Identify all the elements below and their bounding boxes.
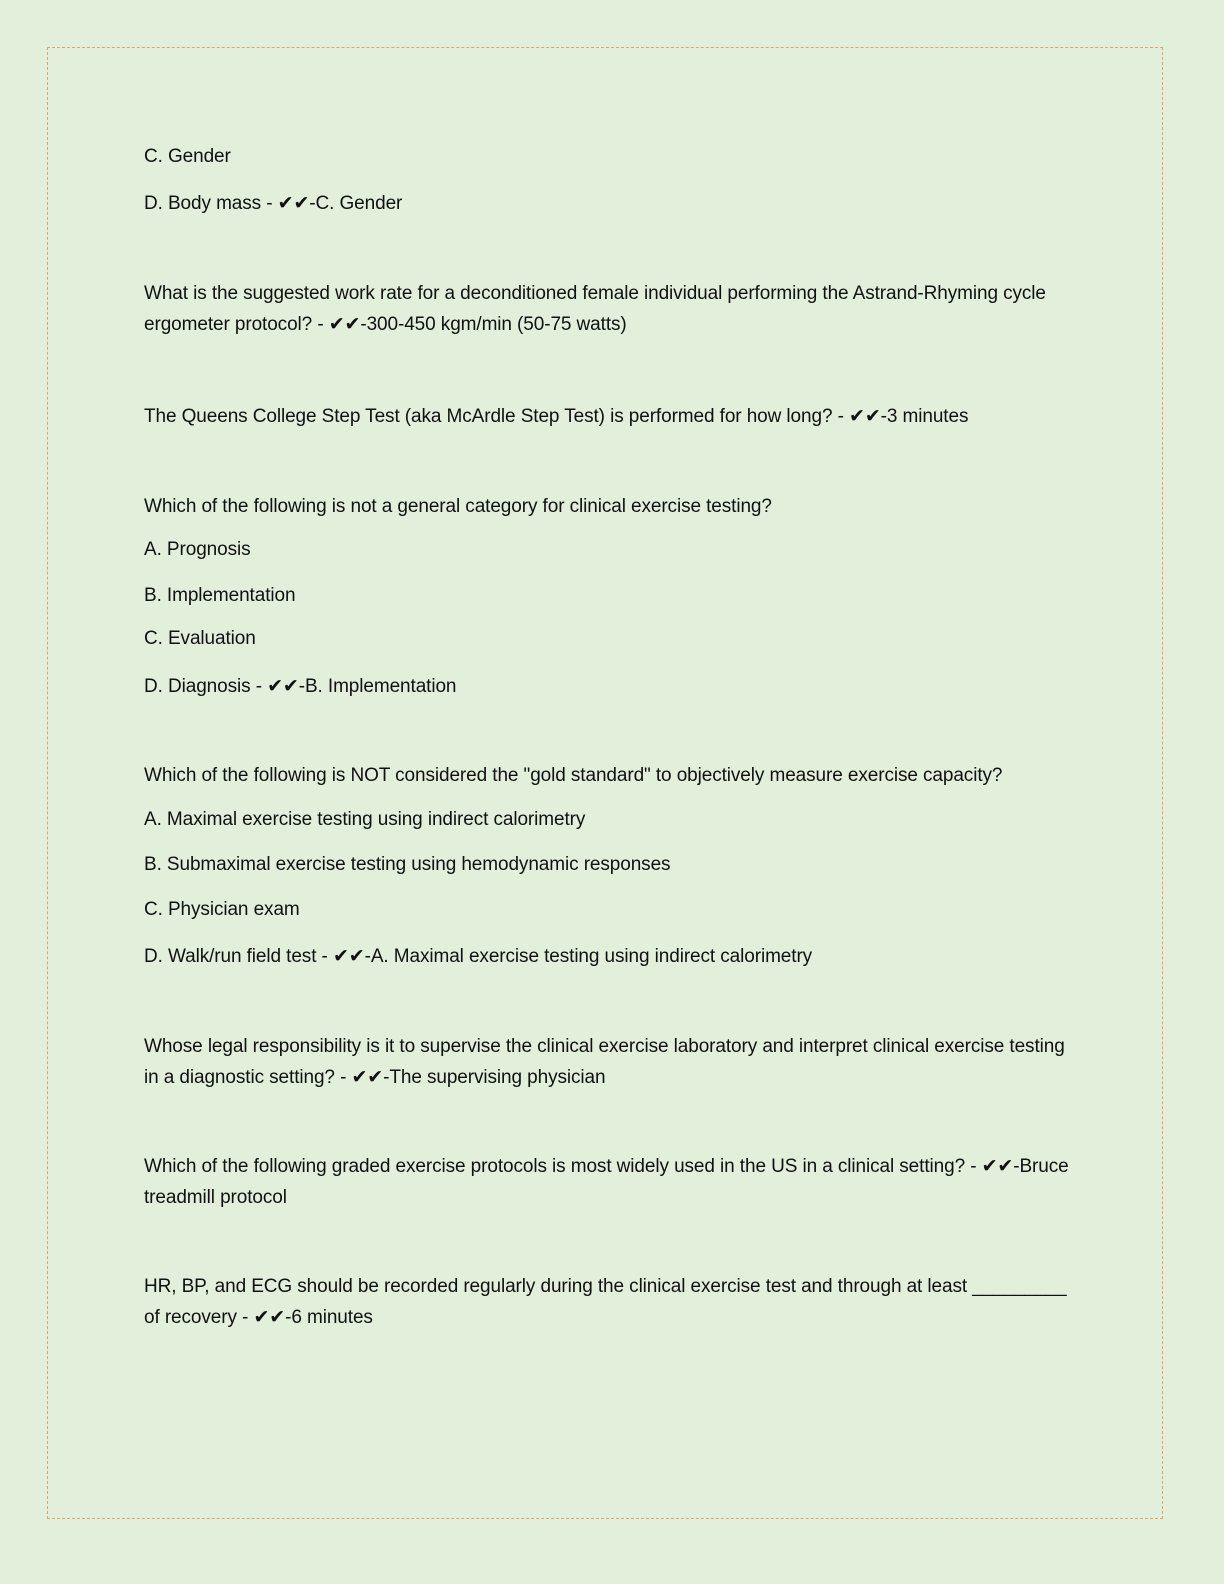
answer-option-line: C. Gender bbox=[144, 146, 231, 167]
question-answer: What is the suggested work rate for a deconditioned female individual performing the Astrand-Rhyming cycle ergometer protocol? - ✔✔-300-450 kgm/min (50-75 watts) bbox=[144, 283, 1046, 335]
question-answer: HR, BP, and ECG should be recorded regularly during the clinical exercise test and through at least _________ of recovery - ✔✔-6 minutes bbox=[144, 1276, 1067, 1328]
answer-option-line: C. Evaluation bbox=[144, 628, 256, 649]
answer-option-line: C. Physician exam bbox=[144, 899, 300, 920]
question-text: Which of the following is not a general category for clinical exercise testing? bbox=[144, 496, 772, 517]
answer-option-line: B. Implementation bbox=[144, 585, 296, 606]
answer-option-line: A. Prognosis bbox=[144, 539, 251, 560]
answer-option-line: B. Submaximal exercise testing using hemodynamic responses bbox=[144, 854, 671, 875]
answer-option-line: D. Body mass - ✔✔-C. Gender bbox=[144, 193, 403, 214]
question-text: Which of the following is NOT considered the "gold standard" to objectively measure exercise capacity? bbox=[144, 765, 1003, 786]
question-answer: Which of the following graded exercise protocols is most widely used in the US in a clinical setting? - ✔✔-Bruce treadmill protocol bbox=[144, 1156, 1069, 1208]
question-answer: The Queens College Step Test (aka McArdle Step Test) is performed for how long? - ✔✔-3 minutes bbox=[144, 406, 969, 427]
answer-option-line: D. Diagnosis - ✔✔-B. Implementation bbox=[144, 676, 457, 697]
answer-option-line: A. Maximal exercise testing using indirect calorimetry bbox=[144, 809, 586, 830]
answer-option-line: D. Walk/run field test - ✔✔-A. Maximal exercise testing using indirect calorimetry bbox=[144, 946, 813, 967]
question-answer: Whose legal responsibility is it to supervise the clinical exercise laboratory and interpret clinical exercise testing in a diagnostic setting? - ✔✔-The supervising physician bbox=[144, 1036, 1065, 1088]
